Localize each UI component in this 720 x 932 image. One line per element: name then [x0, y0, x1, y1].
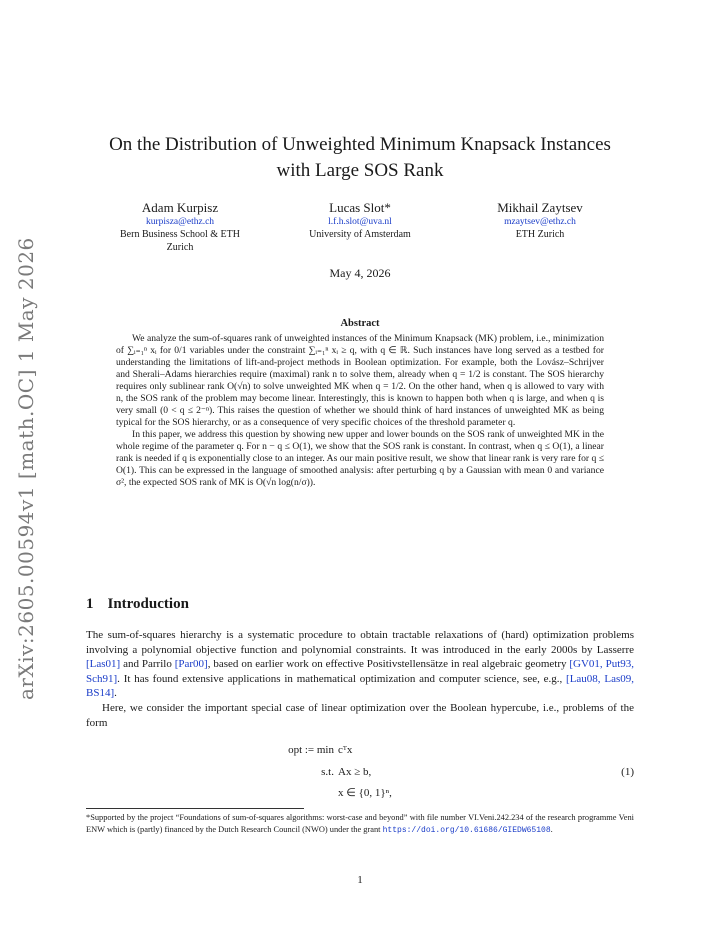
citation-link[interactable]: [Par00] [174, 658, 208, 671]
footnote [86, 812, 634, 836]
equation-row-objective [86, 744, 634, 759]
author-email-link[interactable]: l.f.h.slot@uva.nl [328, 217, 392, 227]
section-number: 1 [86, 596, 94, 612]
citation-link[interactable]: [Las01] [86, 658, 121, 671]
intro-paragraph-1 [86, 628, 634, 701]
text-run: , based on earlier work on effective Positivstellensätze in real algebraic geometry [207, 658, 570, 671]
abstract-paragraph-2: In this paper, we address this question by showing new upper and lower bounds on the SOS rank of unweighted MK in the whole regime of the parameter q. For n − q ≤ O(1), we show that the SOS rank is constant. In contrast, when q ≤ O(1), a linear rank is needed if q is exponentially close to an integer. As our main positive result, we show that linear rank is very rare for q ≤ O(1). This can be expressed in the language of smoothed analysis: after perturbing q by a Gaussian with mean 0 and variance σ², the expected SOS rank of MK is O(√n log(n/σ)). [116, 429, 604, 488]
abstract-heading: Abstract [340, 318, 380, 329]
equation-lhs: opt := min [288, 744, 334, 756]
author-name: Mikhail Zaytsev [497, 200, 583, 215]
text-run: The sum-of-squares hierarchy is a systematic procedure to obtain tractable relaxations of (hard) optimization problems involving a polynomial objective function and polynomial constraints. It was introduced in the early 2000s by Lasserre [86, 629, 634, 656]
footnote-divider [86, 808, 304, 809]
author-2 [270, 200, 450, 254]
author-affiliation-line2: Zurich [166, 242, 194, 253]
equation-row-constraint [86, 766, 634, 781]
equation-number: (1) [621, 766, 634, 778]
abstract-body [116, 333, 604, 489]
title-line-2: with Large SOS Rank [276, 160, 444, 181]
author-block [90, 200, 630, 254]
author-affiliation: University of Amsterdam [309, 229, 411, 240]
citation-link[interactable]: [GV01, Put93, Sch91] [86, 658, 634, 685]
author-1 [90, 200, 270, 254]
author-affiliation: Bern Business School & ETH [120, 229, 240, 240]
citation-link[interactable]: [Lau08, Las09, BS14] [86, 672, 634, 700]
author-name: Lucas Slot* [329, 200, 391, 215]
author-email-link[interactable]: mzaytsev@ethz.ch [504, 217, 576, 227]
equation-lhs: s.t. [321, 766, 334, 778]
author-affiliation: ETH Zurich [515, 229, 565, 240]
intro-paragraph-2: Here, we consider the important special case of linear optimization over the Boolean hypercube, i.e., problems of the form [86, 701, 634, 729]
section-heading [86, 596, 189, 613]
equation-row-domain [86, 786, 634, 801]
footnote-end: . [550, 824, 553, 834]
text-run: and Parrilo [120, 658, 175, 671]
abstract-paragraph-1: We analyze the sum-of-squares rank of unweighted instances of the Minimum Knapsack (MK) problem, i.e., minimization of ∑ᵢ₌₁ⁿ xᵢ for 0/1 variables under the constraint ∑ᵢ₌₁ⁿ xᵢ ≥ q, with q ∈ ℝ. Such instances have long served as a testbed for understanding the limitations of lift-and-project methods in Boolean optimization. For example, both the Lovász–Schrijver and Sherali–Adams hierarchies require (maximal) rank n to solve them, already when q = 1/2 is constant. The SOS hierarchy requires only sublinear rank O(√n) to solve unweighted MK when q = 1/2. On the other hand, when q is allowed to vary with n, the SOS rank of the problem may become linear. Interestingly, this is known to happen both when q is large, and when q is very small (0 < q ≤ 2⁻ⁿ). This raises the question of whether we should think of hard instances of unweighted MK as being typical for the SOS hierarchy, or as a consequence of very specific choices of the threshold parameter q. [116, 333, 604, 428]
title-line-1: On the Distribution of Unweighted Minimum Knapsack Instances [109, 134, 611, 155]
equation-rhs: Ax ≥ b, [338, 766, 372, 778]
equation-rhs: cᵀx [338, 744, 353, 756]
page-number: 1 [357, 874, 363, 886]
doi-link[interactable]: https://doi.org/10.61686/GIEDW65108 [382, 825, 551, 835]
equation-rhs: x ∈ {0, 1}ⁿ, [338, 787, 392, 799]
paper-title [88, 132, 632, 184]
author-email-link[interactable]: kurpisza@ethz.ch [145, 217, 215, 227]
text-run: . It has found extensive applications in mathematical optimization and computer science, see, e.g., [117, 672, 567, 685]
paper-date: May 4, 2026 [329, 266, 391, 280]
author-name: Adam Kurpisz [141, 200, 219, 215]
author-3 [450, 200, 630, 254]
footnote-text: *Supported by the project “Foundations of sum-of-squares algorithms: worst-case and beyond” with file number VI.Veni.242.234 of the research programme Veni ENW which is (partly) financed by the Dutch Research Council (NWO) under the grant [86, 813, 634, 834]
arxiv-sidebar-stamp: arXiv:2605.00594v1 [math.OC] 1 May 2026 [14, 237, 38, 700]
text-run: . [114, 687, 117, 700]
introduction-body [86, 628, 634, 730]
section-title: Introduction [107, 596, 189, 612]
